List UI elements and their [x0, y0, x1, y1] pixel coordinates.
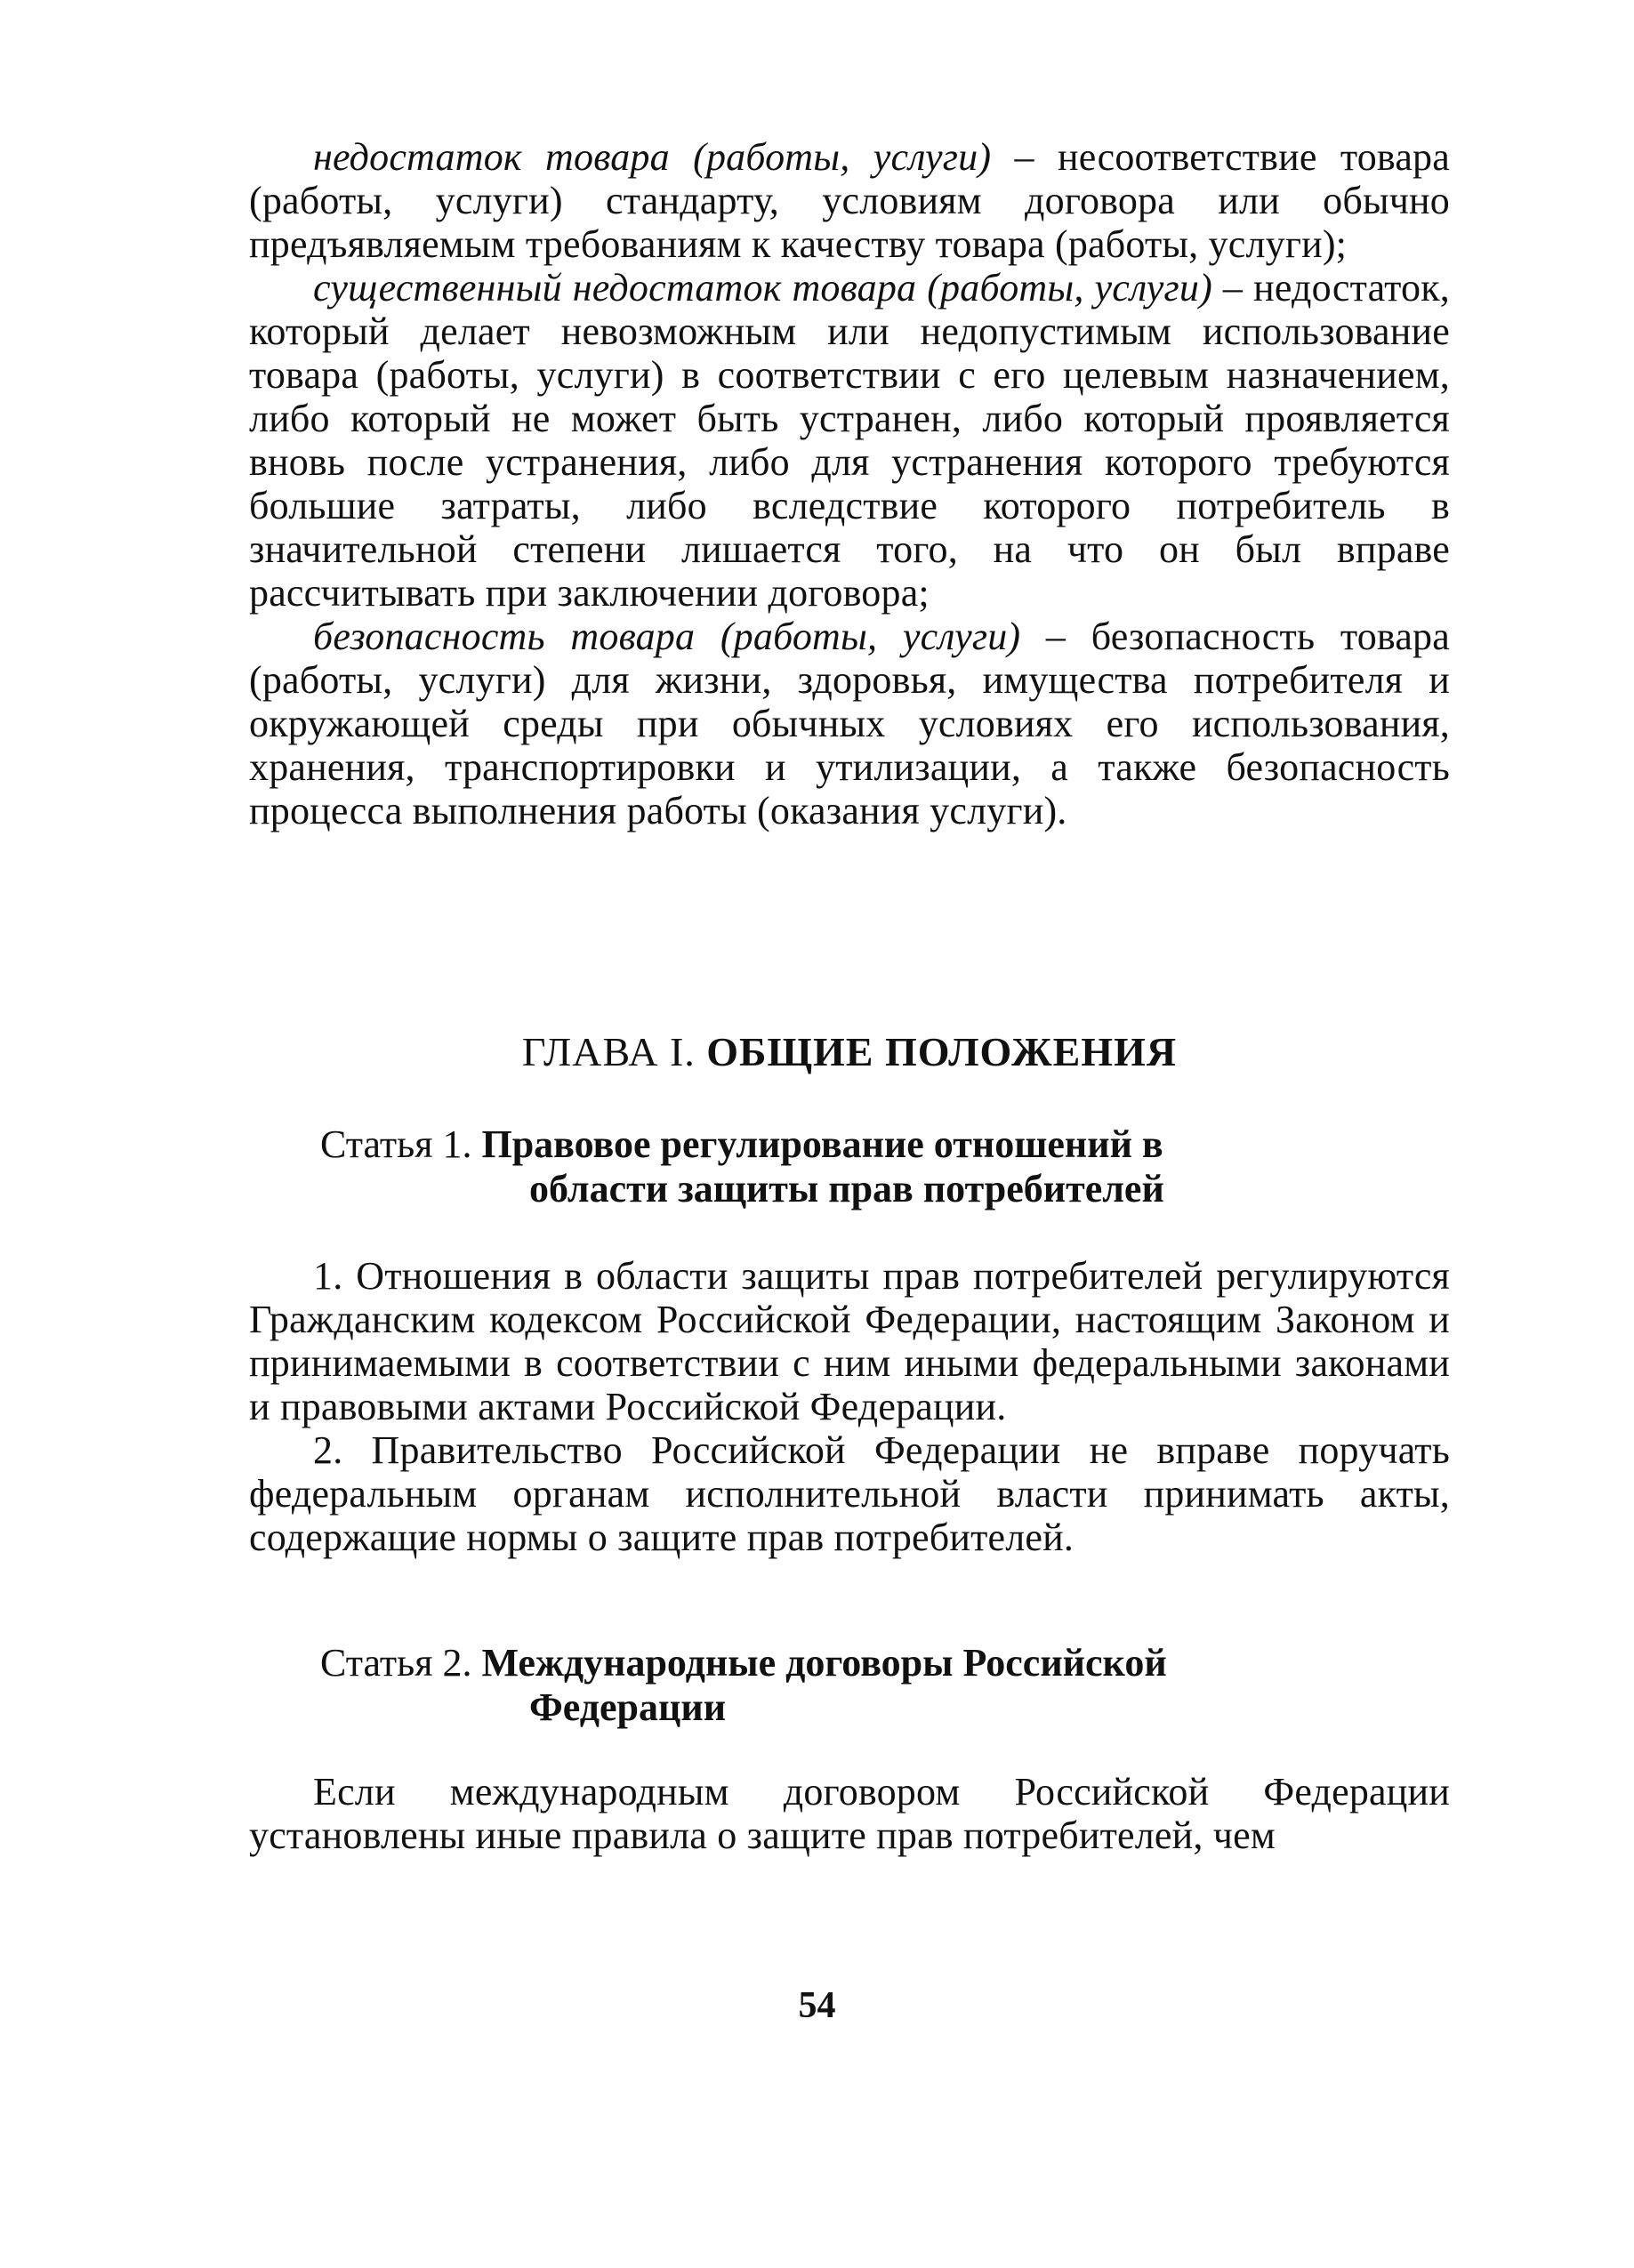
article-number: Статья 1. [320, 1122, 482, 1166]
definition-term: безопасность товара (работы, услуги) [313, 615, 1021, 658]
article-title-line2: области защиты прав потребителей [529, 1167, 1164, 1210]
chapter-title: ОБЩИЕ ПОЛОЖЕНИЯ [706, 1029, 1178, 1074]
definition-safety [249, 615, 1450, 832]
article-2-body [249, 1770, 1450, 1857]
article-paragraph: 1. Отношения в области защиты прав потребителей регулируются Гражданским кодексом Российской Федерации, настоящим Законом и принимаемыми в соответствии с ним иными федеральными законами и правовыми актами Российской Федерации. [249, 1254, 1450, 1428]
definition-term: существенный недостаток товара (работы, услуги) [313, 266, 1212, 310]
article-1-body [249, 1254, 1450, 1559]
article-paragraph: 2. Правительство Российской Федерации не вправе поручать федеральным органам исполнительной власти принимать акты, содержащие нормы о защите прав потребителей. [249, 1428, 1450, 1559]
definition-term: недостаток товара (работы, услуги) [313, 135, 992, 179]
definition-defect [249, 135, 1450, 266]
definition-text: – безопасность товара (работы, услуги) для жизни, здоровья, имущества потребителя и окружающей среды при обычных условиях его использования, хранения, транспортировки и утилизации, а также безопасность процесса выполнения работы (оказания услуги). [249, 615, 1450, 832]
article-paragraph: Если международным договором Российской Федерации установлены иные правила о защите прав потребителей, чем [249, 1770, 1450, 1857]
article-title-line1: Международные договоры Российской [481, 1641, 1167, 1685]
definition-substantial-defect [249, 266, 1450, 615]
article-title-line2: Федерации [529, 1685, 727, 1729]
page-number: 54 [798, 1985, 836, 2026]
definition-text: – недостаток, который делает невозможным или недопустимым использование товара (работы, услуги) в соответствии с его целевым назначением, либо который не может быть устранен, либо который проявляется вновь после устранения, либо для устранения которого требуются большие затраты, либо вследствие которого потребитель в значительной степени лишается того, на что он был вправе рассчитывать при заключении договора; [249, 266, 1450, 615]
article-2-heading [320, 1641, 1432, 1730]
definitions-block [249, 135, 1450, 832]
chapter-heading [249, 1027, 1450, 1077]
article-number: Статья 2. [320, 1641, 482, 1685]
definition-text: – несоответствие товара (работы, услуги) стандарту, условиям договора или обычно предъявляемым требованиям к качеству товара (работы, услуги); [249, 135, 1450, 266]
article-title-line1: Правовое регулирование отношений в [481, 1122, 1163, 1166]
article-1-heading [320, 1122, 1432, 1211]
chapter-prefix: ГЛАВА I. [521, 1029, 707, 1074]
